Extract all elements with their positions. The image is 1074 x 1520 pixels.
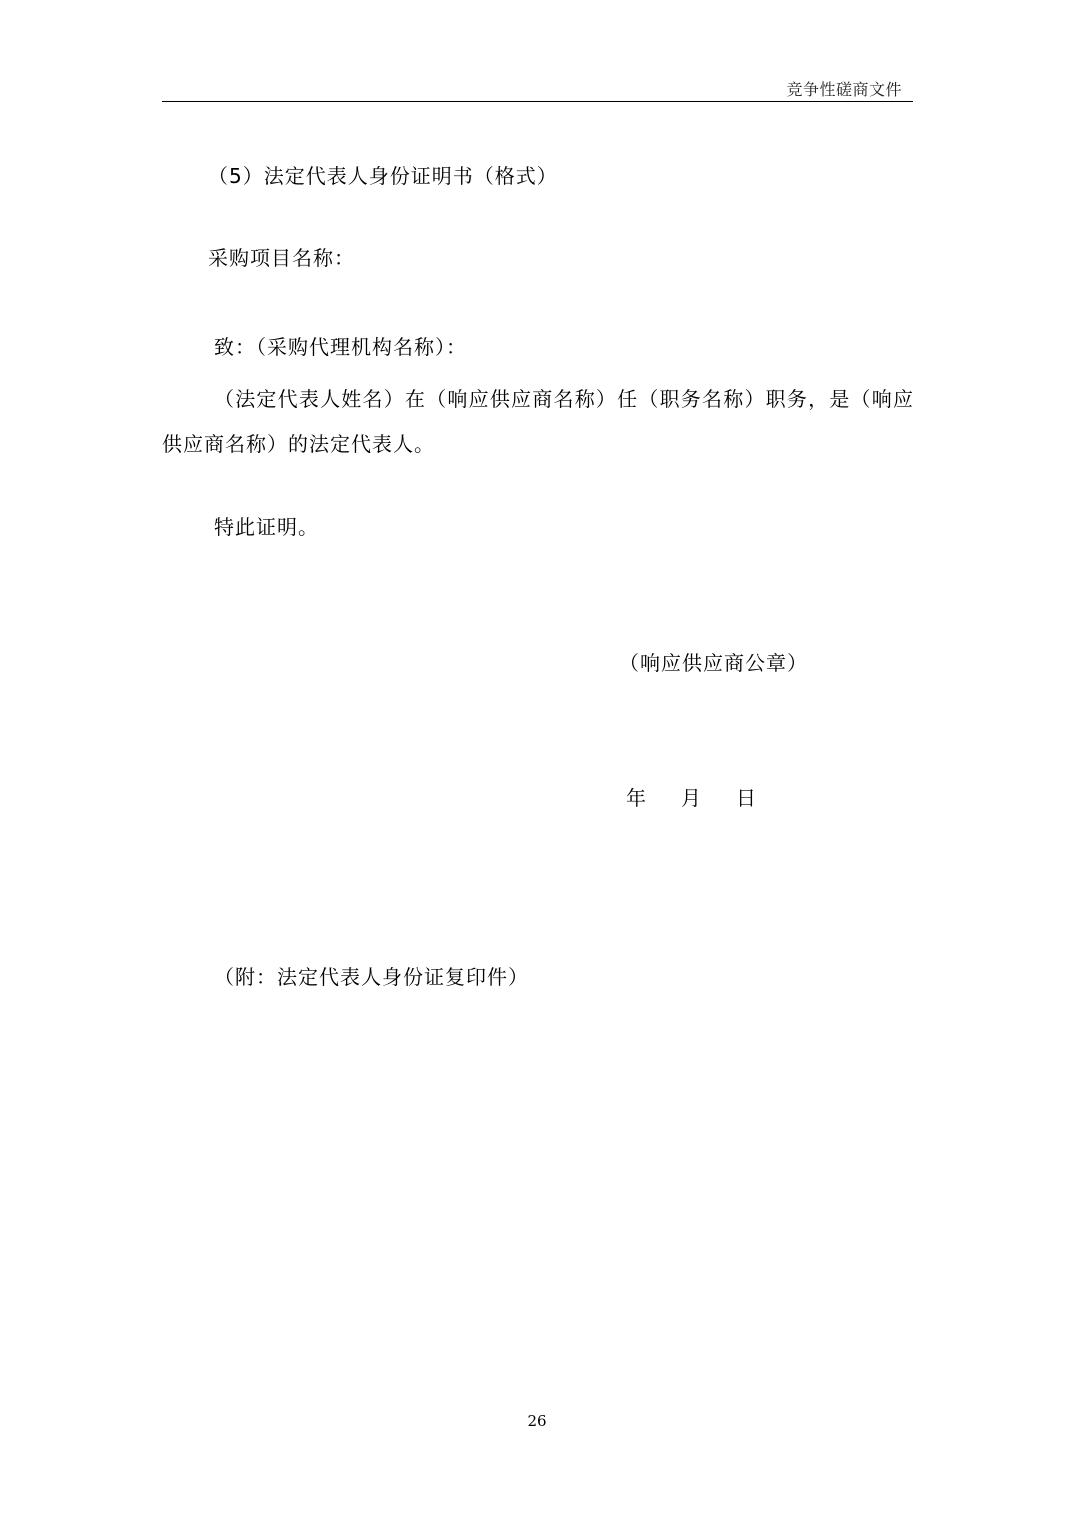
certify-statement: 特此证明。 xyxy=(214,515,319,539)
date-year-label: 年 xyxy=(626,786,646,810)
addressee-line: 致：（采购代理机构名称）： xyxy=(214,335,467,359)
date-month-label: 月 xyxy=(681,786,701,810)
body-paragraph: （法定代表人姓名）在（响应供应商名称）任（职务名称）职务，是（响应供应商名称）的法定代表人。 xyxy=(162,387,914,456)
header-divider xyxy=(162,101,913,102)
form-title: （5）法定代表人身份证明书（格式） xyxy=(208,164,558,188)
project-name-label: 采购项目名称： xyxy=(208,246,355,270)
date-day-label: 日 xyxy=(736,786,756,810)
seal-label: （响应供应商公章） xyxy=(619,651,808,675)
attachment-note: （附：法定代表人身份证复印件） xyxy=(214,965,529,989)
page-number: 26 xyxy=(527,1412,547,1430)
page-header: 竞争性磋商文件 xyxy=(786,80,902,99)
